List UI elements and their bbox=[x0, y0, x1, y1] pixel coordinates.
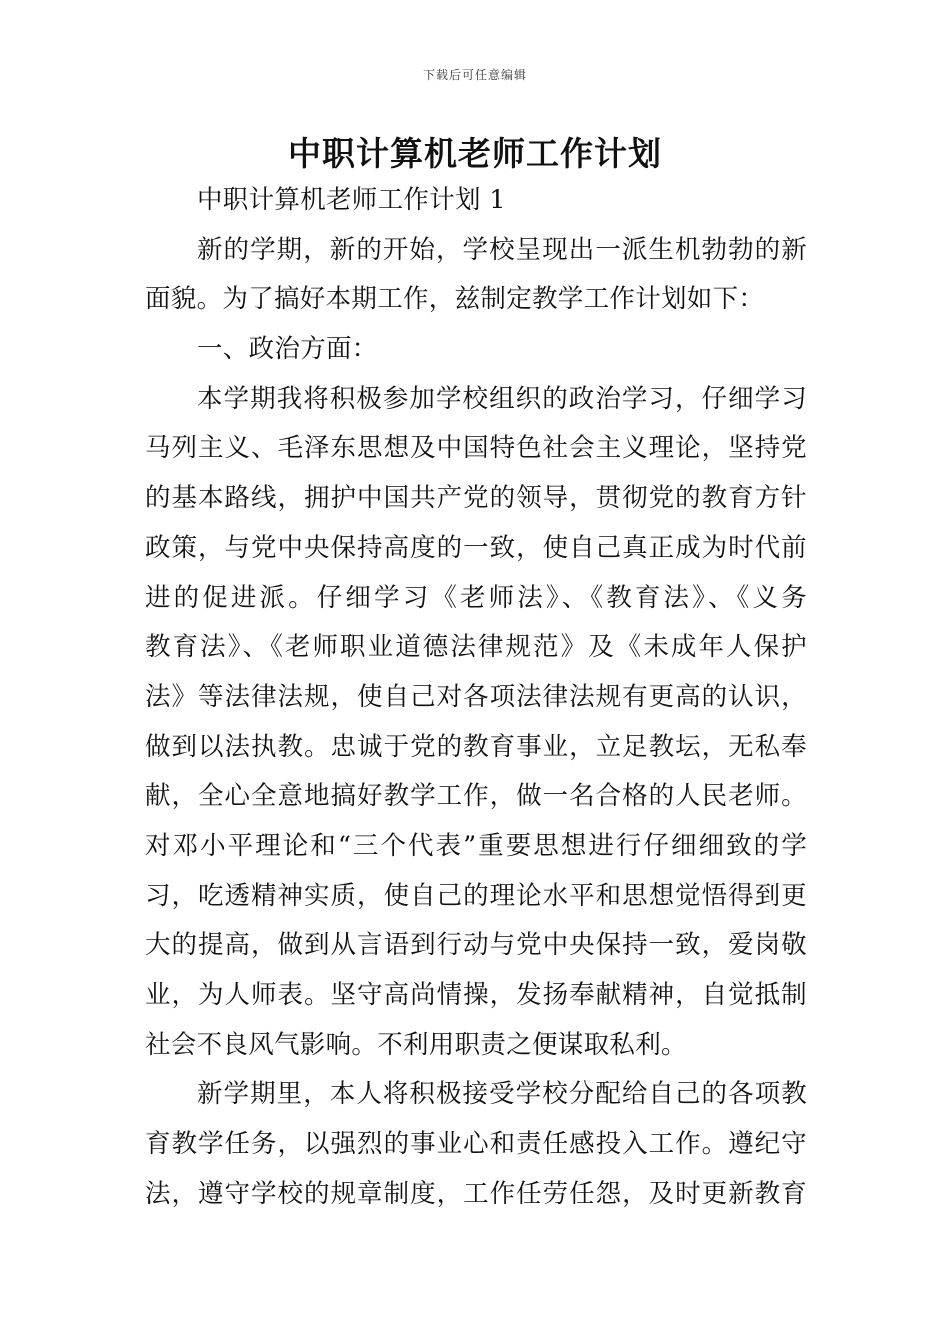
paragraph-line: 马列主义、毛泽东思想及中国特色社会主义理论，坚持党 bbox=[145, 433, 807, 464]
paragraph-line: 的基本路线，拥护中国共产党的领导，贯彻党的教育方针 bbox=[145, 483, 807, 514]
paragraph-line: 育教学任务，以强烈的事业心和责任感投入工作。遵纪守 bbox=[145, 1129, 807, 1160]
paragraph-line: 进的促进派。仔细学习《老师法》、《教育法》、《义务 bbox=[145, 582, 807, 613]
paragraph-line: 习，吃透精神实质，使自己的理论水平和思想觉悟得到更 bbox=[145, 880, 807, 911]
paragraph-line: 政策，与党中央保持高度的一致，使自己真正成为时代前 bbox=[145, 532, 807, 563]
paragraph-line: 本学期我将积极参加学校组织的政治学习，仔细学习 bbox=[197, 383, 807, 414]
paragraph-line: 面貌。为了搞好本期工作，兹制定教学工作计划如下： bbox=[145, 284, 765, 315]
section-heading: 中职计算机老师工作计划 1 bbox=[197, 185, 506, 215]
paragraph-line: 社会不良风气影响。不利用职责之便谋取私利。 bbox=[145, 1029, 687, 1060]
paragraph-line: 法》等法律法规，使自己对各项法律法规有更高的认识， bbox=[145, 681, 807, 712]
document-title: 中职计算机老师工作计划 bbox=[288, 134, 662, 173]
paragraph-line: 法，遵守学校的规章制度，工作任劳任怨，及时更新教育 bbox=[145, 1178, 807, 1209]
paragraph-line: 大的提高，做到从言语到行动与党中央保持一致，爱岗敬 bbox=[145, 930, 807, 961]
paragraph-line: 教育法》、《老师职业道德法律规范》及《未成年人保护 bbox=[145, 632, 807, 663]
header-note: 下载后可任意编辑 bbox=[422, 68, 527, 82]
paragraph-line: 新学期里，本人将积极接受学校分配给自己的各项教 bbox=[197, 1079, 807, 1110]
section-heading: 一、政治方面： bbox=[197, 334, 378, 365]
document-body bbox=[145, 176, 807, 1219]
paragraph-line: 做到以法执教。忠诚于党的教育事业，立足教坛，无私奉 bbox=[145, 731, 807, 762]
paragraph-line: 业，为人师表。坚守高尚情操，发扬奉献精神，自觉抵制 bbox=[145, 980, 807, 1010]
paragraph-line: 新的学期，新的开始，学校呈现出一派生机勃勃的新 bbox=[197, 234, 807, 265]
paragraph-line: 对邓小平理论和“三个代表”重要思想进行仔细细致的学 bbox=[145, 830, 807, 861]
paragraph-line: 献，全心全意地搞好教学工作，做一名合格的人民老师。 bbox=[145, 781, 807, 812]
